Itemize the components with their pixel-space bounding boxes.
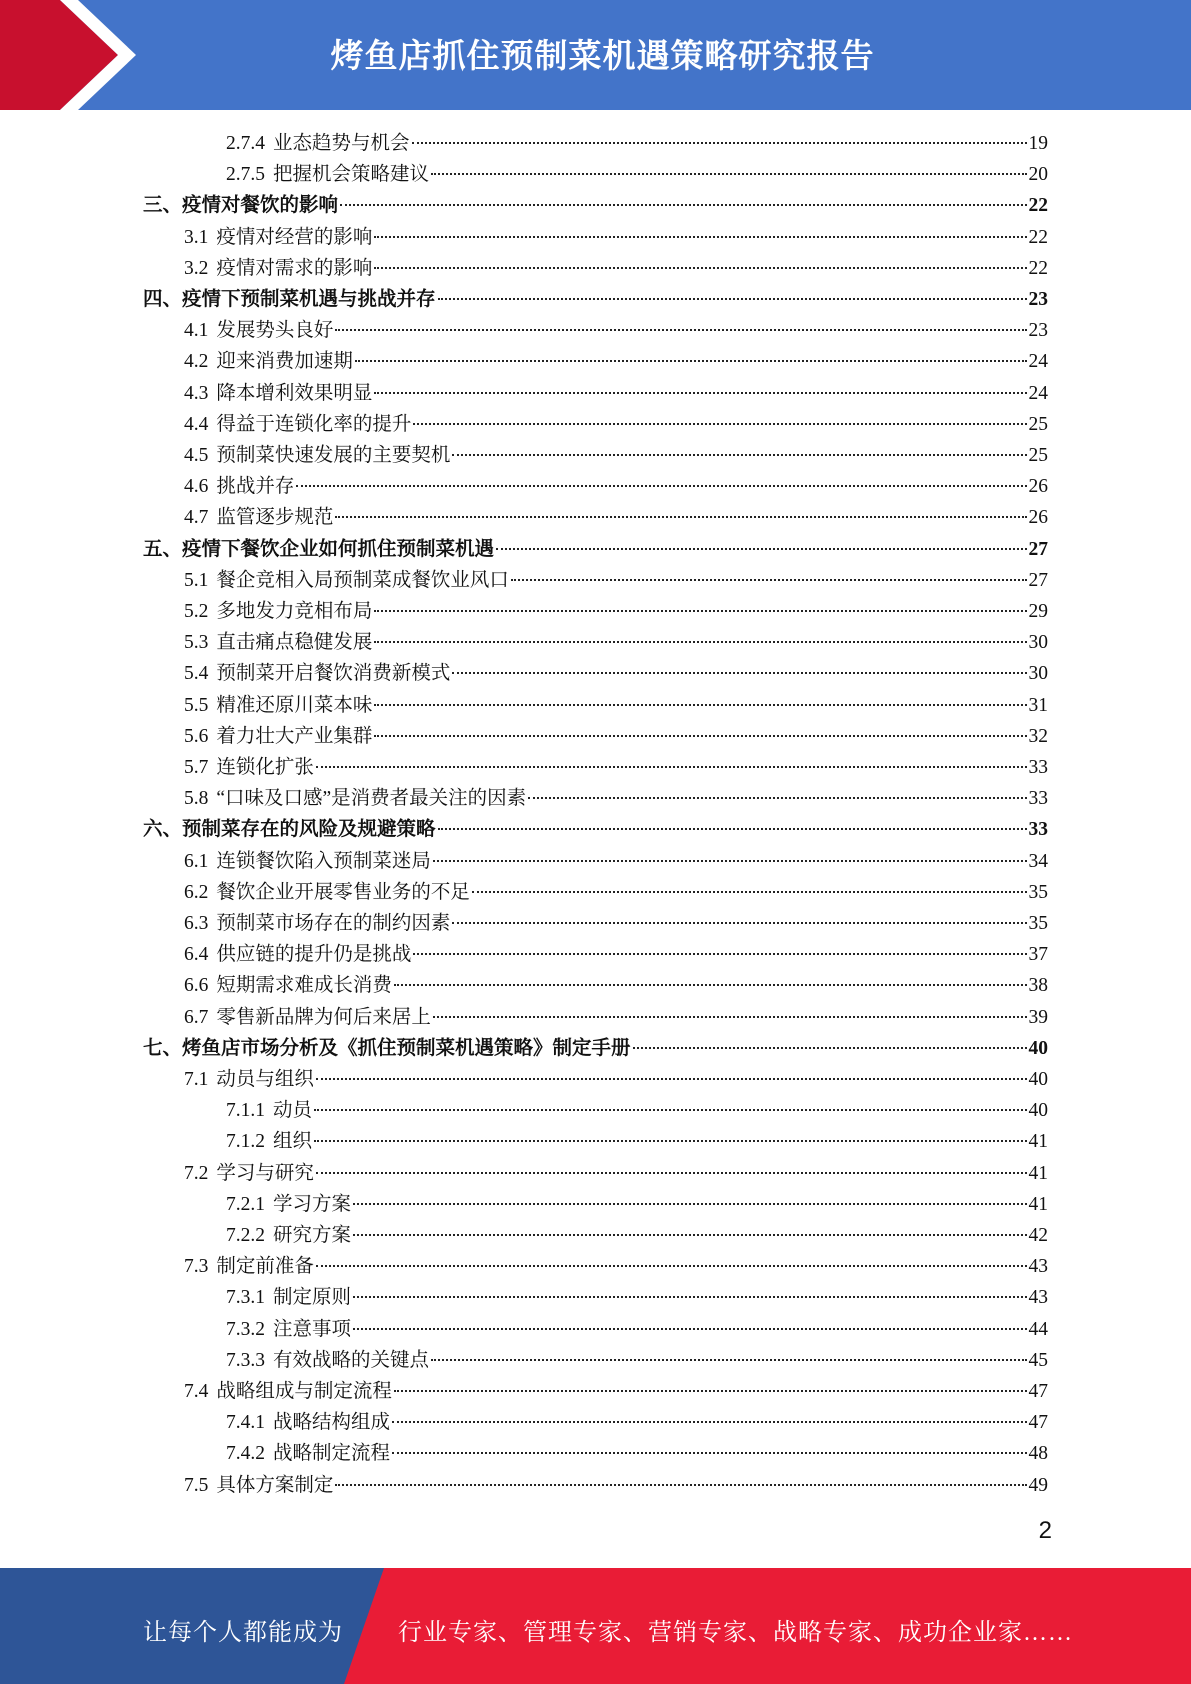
toc-entry-number: 7.3.3 (226, 1349, 265, 1371)
toc-entry-page: 30 (1028, 632, 1048, 654)
toc-entry[interactable] (184, 721, 1048, 752)
toc-entry-page: 22 (1028, 226, 1048, 248)
toc-entry-page: 47 (1028, 1412, 1048, 1434)
toc-entry-number: 3.2 (184, 257, 209, 279)
toc-dot-leader (433, 860, 1027, 862)
toc-entry-page: 27 (1028, 538, 1048, 560)
toc-entry[interactable] (184, 783, 1048, 814)
page-footer (0, 1568, 1191, 1684)
toc-entry-number: 7.1.1 (226, 1100, 265, 1122)
toc-dot-leader (452, 672, 1026, 674)
toc-dot-leader (413, 953, 1026, 955)
toc-entry-page: 47 (1028, 1381, 1048, 1402)
toc-dot-leader (511, 579, 1027, 581)
toc-entry-title: 研究方案 (273, 1225, 352, 1246)
toc-entry-number: 7.4 (184, 1381, 209, 1402)
toc-entry[interactable] (226, 1189, 1048, 1220)
toc-dot-leader (431, 173, 1026, 175)
toc-entry-number: 5.8 (184, 788, 209, 810)
toc-entry-number: 6.7 (184, 1006, 209, 1028)
toc-entry-title: 疫情对经营的影响 (216, 226, 373, 248)
toc-entry-page: 23 (1028, 289, 1048, 310)
toc-entry-number: 5.1 (184, 569, 209, 591)
toc-entry-number: 7.3.1 (226, 1287, 265, 1309)
toc-entry[interactable] (184, 471, 1048, 502)
toc-entry-number: 6.3 (184, 913, 209, 934)
toc-entry[interactable] (226, 1220, 1048, 1251)
toc-entry-page: 24 (1028, 351, 1048, 373)
toc-entry-number: 6.2 (184, 881, 209, 903)
toc-entry[interactable] (143, 1033, 1048, 1064)
toc-entry[interactable] (226, 159, 1048, 190)
toc-entry[interactable] (184, 346, 1048, 377)
toc-entry-number: 7.3 (184, 1256, 209, 1278)
toc-entry-title: 疫情对需求的影响 (216, 257, 373, 279)
toc-entry-number: 7.3.2 (226, 1318, 265, 1340)
toc-entry-page: 19 (1028, 133, 1048, 154)
toc-entry-number: 7.2 (184, 1162, 209, 1184)
toc-dot-leader (374, 267, 1026, 269)
toc-dot-leader (314, 1109, 1026, 1111)
toc-dot-leader (353, 1203, 1026, 1205)
toc-entry-page: 31 (1028, 694, 1048, 716)
toc-entry-number: 5.6 (184, 725, 209, 747)
toc-entry-number: 4.5 (184, 445, 209, 466)
toc-dot-leader (316, 1265, 1027, 1267)
toc-entry-title: 零售新品牌为何后来居上 (216, 1006, 431, 1028)
toc-entry-number: 7.2.1 (226, 1193, 265, 1215)
toc-entry[interactable] (184, 1002, 1048, 1033)
toc-entry[interactable] (184, 627, 1048, 658)
toc-entry-number: 4.7 (184, 507, 209, 529)
toc-entry[interactable] (184, 939, 1048, 970)
toc-entry-title: 疫情下餐饮企业如何抓住预制菜机遇 (182, 538, 495, 560)
toc-entry-number: 2.7.4 (226, 133, 265, 154)
toc-entry[interactable] (226, 1126, 1048, 1157)
toc-entry-title: 得益于连锁化率的提升 (216, 413, 412, 435)
toc-dot-leader (316, 1078, 1027, 1080)
toc-dot-leader (452, 922, 1026, 924)
toc-entry[interactable] (184, 908, 1048, 939)
toc-entry-title: 预制菜开启餐饮消费新模式 (216, 663, 451, 685)
toc-entry-page: 41 (1028, 1131, 1048, 1153)
toc-entry-page: 40 (1028, 1037, 1048, 1059)
toc-entry[interactable] (184, 222, 1048, 253)
toc-dot-leader (374, 610, 1026, 612)
toc-entry[interactable] (184, 877, 1048, 908)
toc-entry-page: 22 (1028, 257, 1048, 279)
toc-entry-title: 迎来消费加速期 (216, 351, 353, 373)
toc-entry-page: 37 (1028, 944, 1048, 966)
toc-dot-leader (374, 735, 1026, 737)
toc-entry[interactable] (143, 284, 1048, 315)
toc-entry[interactable] (143, 814, 1048, 845)
toc-entry[interactable] (184, 1251, 1048, 1282)
toc-dot-leader (296, 485, 1026, 487)
toc-entry-page: 40 (1028, 1069, 1048, 1090)
toc-entry-number: 7.4.1 (226, 1412, 265, 1434)
toc-entry-page: 42 (1028, 1225, 1048, 1246)
toc-entry-title: 连锁化扩张 (216, 757, 314, 778)
toc-entry-title: 动员与组织 (216, 1069, 314, 1090)
toc-entry[interactable] (226, 1407, 1048, 1438)
toc-entry-title: 连锁餐饮陷入预制菜迷局 (216, 850, 431, 872)
toc-dot-leader (335, 516, 1026, 518)
toc-dot-leader (340, 204, 1026, 206)
toc-entry-title: 预制菜存在的风险及规避策略 (182, 819, 436, 841)
toc-entry-page: 27 (1028, 569, 1048, 591)
toc-entry-number: 3.1 (184, 226, 209, 248)
toc-entry-number: 4.1 (184, 320, 209, 342)
toc-entry-title: 预制菜快速发展的主要契机 (216, 445, 451, 466)
toc-entry-page: 26 (1028, 476, 1048, 498)
toc-dot-leader (392, 1421, 1026, 1423)
toc-dot-leader (438, 298, 1027, 300)
toc-entry-number: 5.2 (184, 601, 209, 622)
toc-entry[interactable] (184, 752, 1048, 783)
toc-entry-page: 34 (1028, 850, 1048, 872)
toc-dot-leader (412, 142, 1027, 144)
toc-dot-leader (316, 1172, 1027, 1174)
toc-entry-title: 预制菜市场存在的制约因素 (216, 913, 451, 934)
toc-entry-title: 把握机会策略建议 (273, 164, 430, 186)
toc-entry[interactable] (184, 596, 1048, 627)
toc-entry-title: 制定前准备 (216, 1256, 314, 1278)
toc-entry[interactable] (184, 378, 1048, 409)
toc-entry-title: 制定原则 (273, 1287, 352, 1309)
toc-dot-leader (355, 360, 1027, 362)
toc-entry[interactable] (226, 1282, 1048, 1313)
toc-entry[interactable] (184, 1470, 1048, 1501)
toc-dot-leader (472, 891, 1027, 893)
toc-entry-number: 4.6 (184, 476, 209, 498)
toc-entry[interactable] (184, 1064, 1048, 1095)
toc-entry-page: 29 (1028, 601, 1048, 622)
toc-entry-page: 35 (1028, 913, 1048, 934)
toc-entry-title: 着力壮大产业集群 (216, 725, 373, 747)
toc-entry-page: 33 (1028, 819, 1048, 841)
toc-entry-title: 供应链的提升仍是挑战 (216, 944, 412, 966)
toc-entry[interactable] (184, 690, 1048, 721)
toc-entry[interactable] (184, 253, 1048, 284)
toc-dot-leader (353, 1328, 1026, 1330)
toc-entry-number: 五、 (143, 538, 183, 560)
toc-entry-page: 25 (1028, 445, 1048, 466)
toc-entry-number: 7.2.2 (226, 1225, 265, 1246)
toc-entry-page: 33 (1028, 757, 1048, 778)
toc-entry[interactable] (184, 440, 1048, 471)
toc-entry-page: 41 (1028, 1162, 1048, 1184)
toc-dot-leader (335, 329, 1026, 331)
toc-entry-title: 多地发力竞相布局 (216, 601, 373, 622)
toc-entry-title: 发展势头良好 (216, 320, 334, 342)
toc-entry-page: 25 (1028, 413, 1048, 435)
toc-entry-page: 38 (1028, 975, 1048, 997)
toc-entry-title: 烤鱼店市场分析及《抓住预制菜机遇策略》制定手册 (182, 1037, 631, 1059)
toc-entry-number: 6.4 (184, 944, 209, 966)
toc-dot-leader (316, 766, 1027, 768)
toc-entry[interactable] (226, 128, 1048, 159)
toc-entry-page: 43 (1028, 1287, 1048, 1309)
toc-entry-number: 七、 (143, 1037, 183, 1059)
toc-entry-number: 7.1.2 (226, 1131, 265, 1153)
toc-entry-title: 疫情对餐饮的影响 (182, 195, 339, 217)
toc-entry-number: 4.3 (184, 382, 209, 404)
toc-entry-page: 20 (1028, 164, 1048, 186)
toc-entry-number: 5.4 (184, 663, 209, 685)
toc-entry-title: 战略结构组成 (273, 1412, 391, 1434)
toc-entry[interactable] (184, 502, 1048, 533)
toc-entry-title: 降本增利效果明显 (216, 382, 373, 404)
toc-entry-page: 35 (1028, 881, 1048, 903)
toc-dot-leader (438, 828, 1027, 830)
toc-dot-leader (374, 641, 1026, 643)
toc-entry-page: 43 (1028, 1256, 1048, 1278)
page-number: 2 (1038, 1517, 1052, 1544)
toc-dot-leader (374, 704, 1026, 706)
toc-entry-title: 有效战略的关键点 (273, 1349, 430, 1371)
toc-entry-page: 24 (1028, 382, 1048, 404)
toc-dot-leader (335, 1484, 1026, 1486)
toc-entry-page: 40 (1028, 1100, 1048, 1122)
toc-entry-page: 32 (1028, 725, 1048, 747)
toc-entry[interactable] (143, 534, 1048, 565)
toc-dot-leader (353, 1296, 1026, 1298)
toc-entry[interactable] (184, 1158, 1048, 1189)
toc-entry-page: 48 (1028, 1443, 1048, 1465)
toc-entry-number: 三、 (143, 195, 183, 217)
toc-entry-number: 四、 (143, 289, 183, 310)
toc-entry-title: 具体方案制定 (216, 1474, 334, 1496)
toc-entry-number: 7.5 (184, 1474, 209, 1496)
toc-entry-page: 44 (1028, 1318, 1048, 1340)
toc-entry[interactable] (184, 1376, 1048, 1407)
toc-entry[interactable] (184, 970, 1048, 1001)
toc-entry-title: 学习与研究 (216, 1162, 314, 1184)
toc-entry-title: 餐饮企业开展零售业务的不足 (216, 881, 470, 903)
footer-slogan-right: 行业专家、管理专家、营销专家、战略专家、成功企业家…… (398, 1620, 1073, 1646)
toc-entry-title: 疫情下预制菜机遇与挑战并存 (182, 289, 436, 310)
toc-entry-number: 6.6 (184, 975, 209, 997)
toc-entry-page: 23 (1028, 320, 1048, 342)
toc-entry-page: 22 (1028, 195, 1048, 217)
toc-entry[interactable] (143, 190, 1048, 221)
toc-dot-leader (452, 454, 1026, 456)
toc-entry-number: 六、 (143, 819, 183, 841)
toc-dot-leader (433, 1016, 1027, 1018)
toc-entry-title: 组织 (273, 1131, 313, 1153)
toc-entry[interactable] (184, 409, 1048, 440)
toc-dot-leader (374, 392, 1026, 394)
toc-entry-title: “口味及口感”是消费者最关注的因素 (216, 788, 527, 810)
toc-entry-title: 战略制定流程 (273, 1443, 391, 1465)
toc-entry-title: 战略组成与制定流程 (216, 1381, 392, 1402)
toc-entry-title: 业态趋势与机会 (273, 133, 410, 154)
toc-entry-number: 5.5 (184, 694, 209, 716)
toc-entry[interactable] (184, 658, 1048, 689)
toc-entry-page: 26 (1028, 507, 1048, 529)
toc-dot-leader (431, 1359, 1026, 1361)
toc-entry-number: 2.7.5 (226, 164, 265, 186)
toc-entry[interactable] (184, 565, 1048, 596)
report-title: 烤鱼店抓住预制菜机遇策略研究报告 (330, 36, 875, 75)
toc-entry-title: 注意事项 (273, 1318, 352, 1340)
toc-entry-title: 挑战并存 (216, 476, 295, 498)
toc-entry-title: 精准还原川菜本味 (216, 694, 373, 716)
page-header (0, 0, 1191, 110)
toc-entry-page: 49 (1028, 1474, 1048, 1496)
toc-dot-leader (394, 984, 1027, 986)
toc-entry-number: 5.3 (184, 632, 209, 654)
toc-dot-leader (394, 1390, 1027, 1392)
toc-entry-title: 餐企竞相入局预制菜成餐饮业风口 (216, 569, 509, 591)
toc-entry[interactable] (184, 315, 1048, 346)
toc-dot-leader (314, 1140, 1026, 1142)
toc-dot-leader (413, 423, 1026, 425)
toc-entry-number: 4.2 (184, 351, 209, 373)
toc-entry[interactable] (184, 846, 1048, 877)
toc-entry-title: 监管逐步规范 (216, 507, 334, 529)
toc-entry-number: 6.1 (184, 850, 209, 872)
toc-entry-page: 30 (1028, 663, 1048, 685)
toc-entry-number: 5.7 (184, 757, 209, 778)
toc-entry-title: 动员 (273, 1100, 313, 1122)
toc-entry-number: 7.1 (184, 1069, 209, 1090)
toc-entry-number: 4.4 (184, 413, 209, 435)
toc-entry[interactable] (226, 1345, 1048, 1376)
toc-entry[interactable] (226, 1095, 1048, 1126)
toc-entry-title: 直击痛点稳健发展 (216, 632, 373, 654)
toc-entry-page: 41 (1028, 1193, 1048, 1215)
toc-entry-title: 短期需求难成长消费 (216, 975, 392, 997)
toc-dot-leader (496, 548, 1026, 550)
toc-dot-leader (633, 1047, 1027, 1049)
toc-entry[interactable] (226, 1314, 1048, 1345)
toc-entry[interactable] (226, 1438, 1048, 1469)
toc-dot-leader (392, 1452, 1026, 1454)
toc-entry-page: 39 (1028, 1006, 1048, 1028)
toc-dot-leader (374, 236, 1026, 238)
toc-entry-title: 学习方案 (273, 1193, 352, 1215)
toc-entry-number: 7.4.2 (226, 1443, 265, 1465)
footer-slogan-left: 让每个人都能成为 (143, 1620, 343, 1646)
toc-entry-page: 45 (1028, 1349, 1048, 1371)
toc-entry-page: 33 (1028, 788, 1048, 810)
toc-dot-leader (528, 797, 1026, 799)
toc-dot-leader (353, 1234, 1026, 1236)
